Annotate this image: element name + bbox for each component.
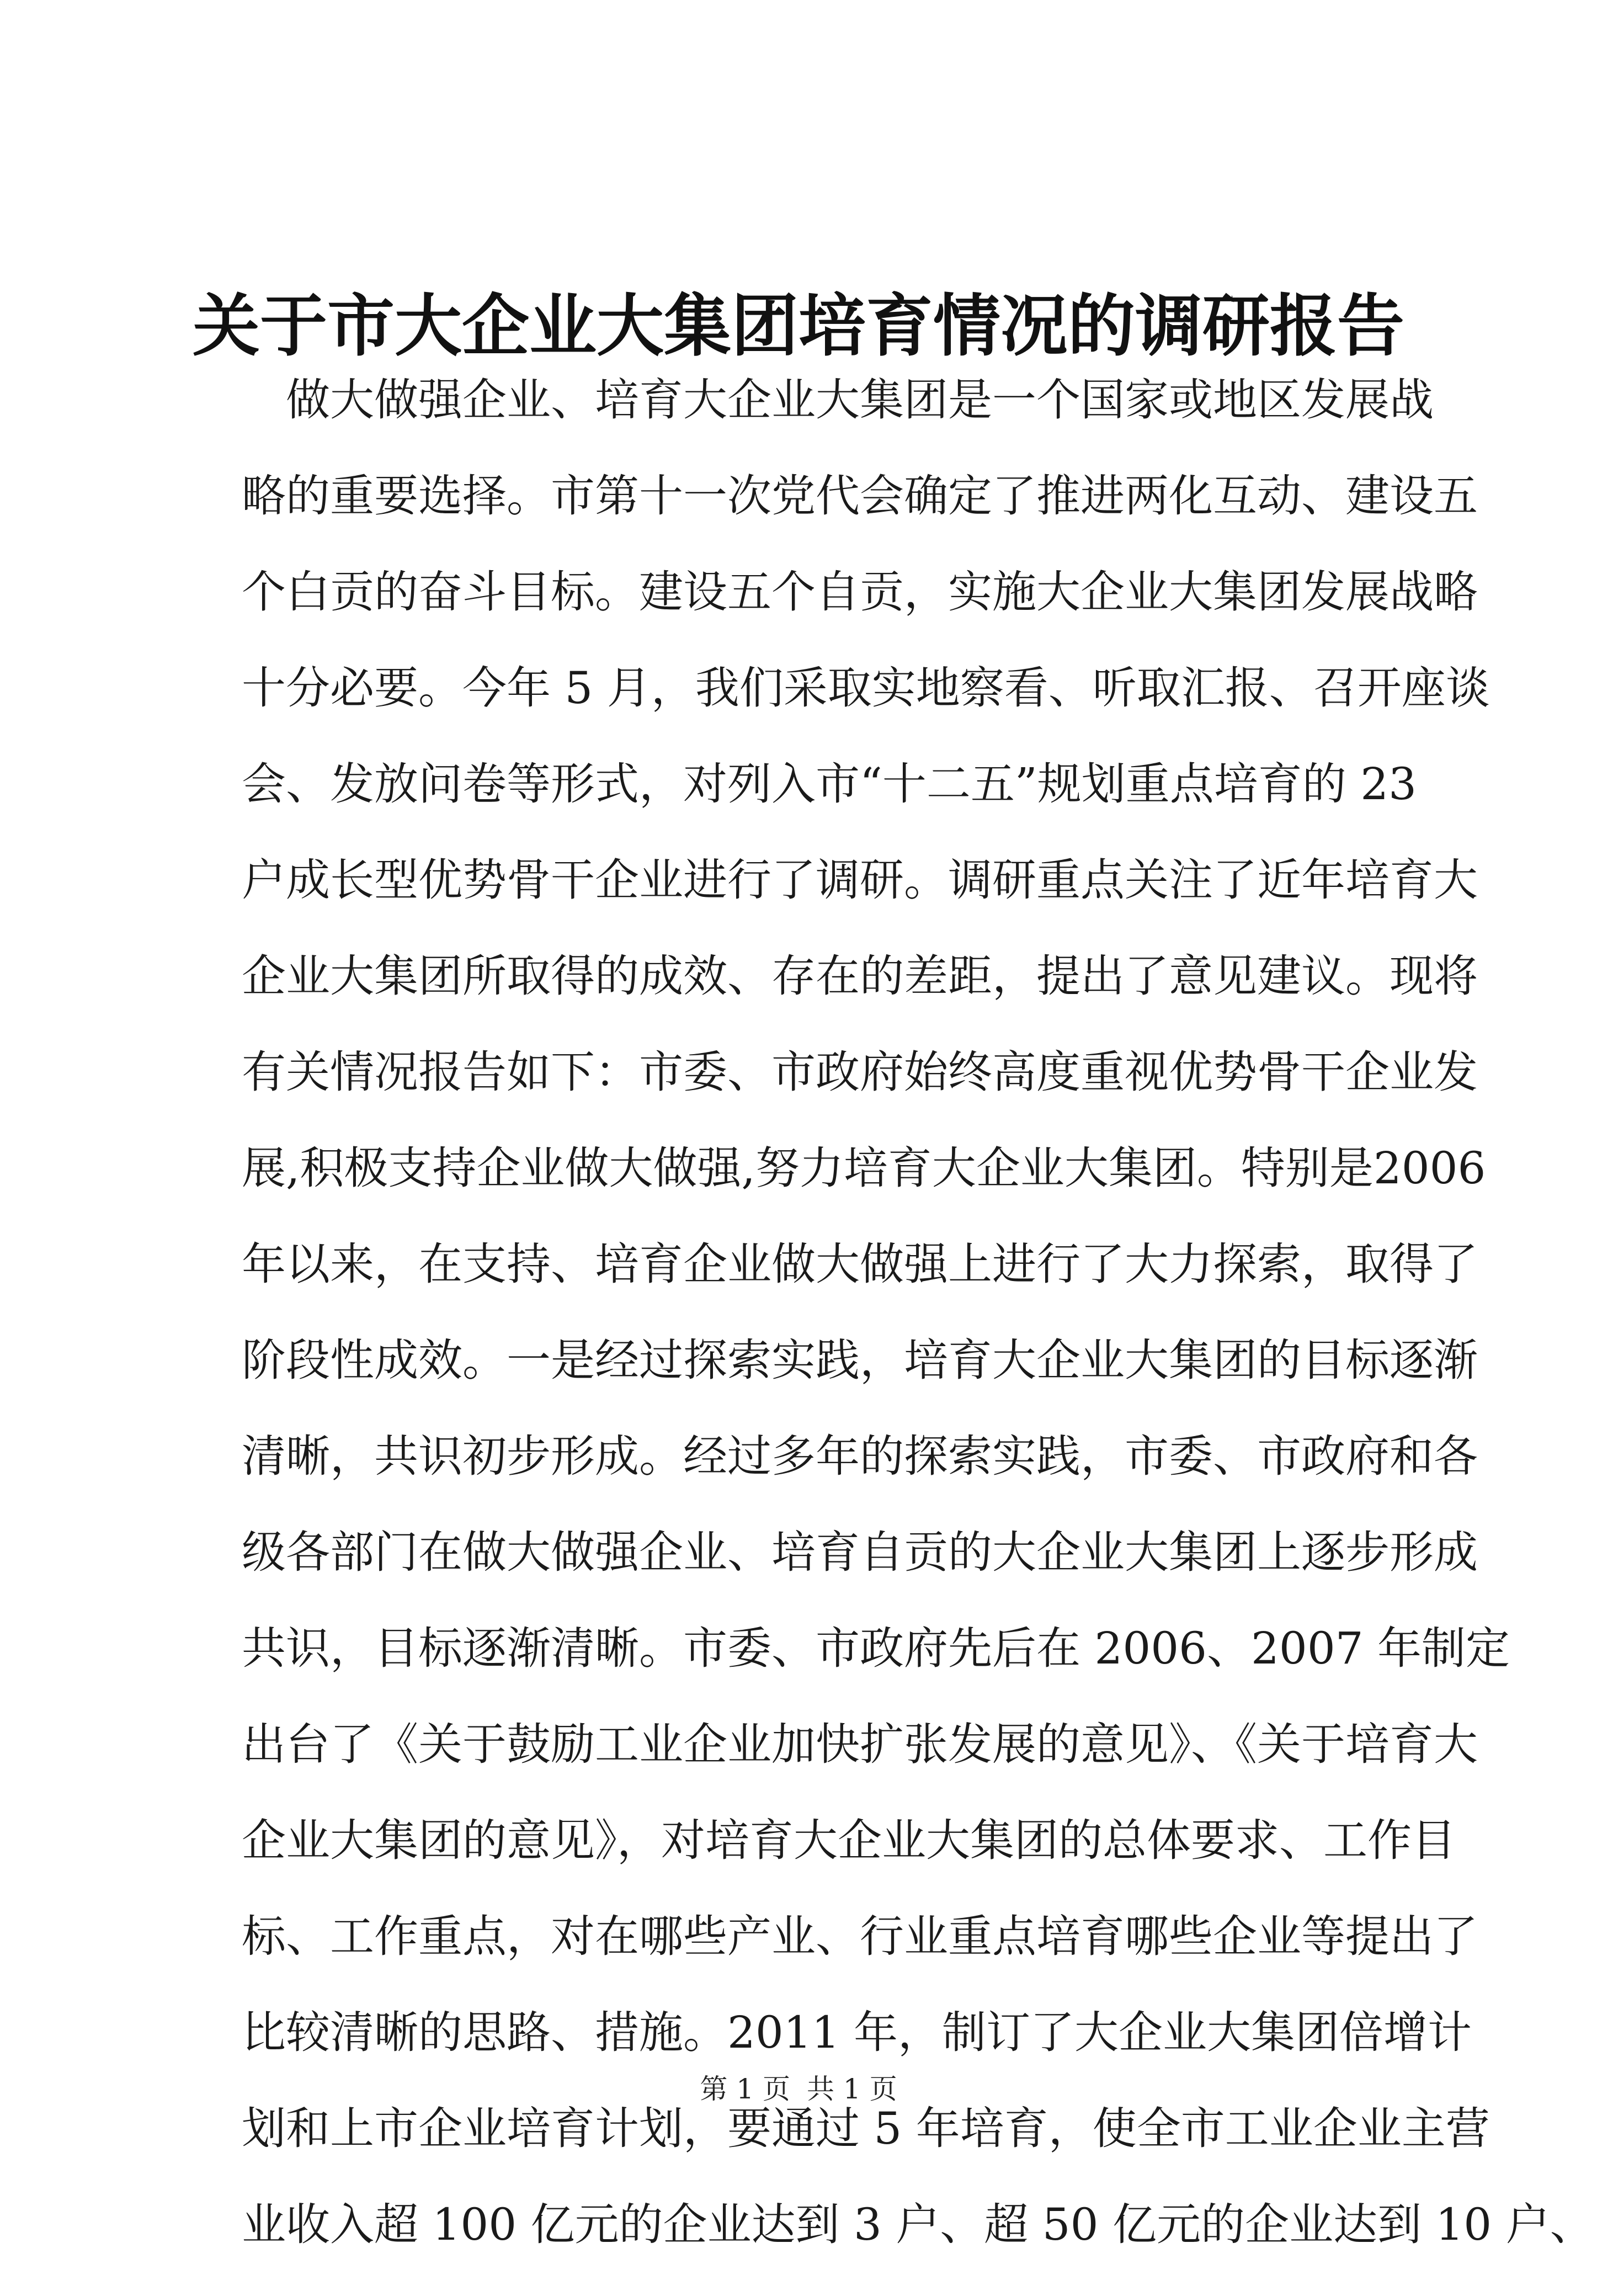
body-line: 展,积极支持企业做大做强,努力培育大企业大集团。特别是2006: [242, 1142, 1486, 1194]
body-line: 清晰，共识初步形成。经过多年的探索实践，市委、市政府和各: [242, 1431, 1478, 1482]
document-title: 关于市大企业大集团培育情况的调研报告: [193, 286, 1404, 365]
document-body: [242, 374, 1594, 2296]
body-line: 略的重要选择。市第十一次党代会确定了推进两化互动、建设五: [242, 470, 1478, 522]
body-line: 共识，目标逐渐清晰。市委、市政府先后在 2006、2007 年制定: [242, 1623, 1510, 1674]
body-line: 做大做强企业、培育大企业大集团是一个国家或地区发展战: [286, 374, 1434, 426]
body-line: 十分必要。今年 5 月，我们采取实地察看、听取汇报、召开座谈: [242, 662, 1490, 714]
body-line: 个白贡的奋斗目标。建设五个自贡，实施大企业大集团发展战略: [242, 566, 1478, 618]
body-line: 企业大集团所取得的成效、存在的差距，提出了意见建议。现将: [242, 950, 1478, 1002]
body-line: 年以来，在支持、培育企业做大做强上进行了大力探索，取得了: [242, 1239, 1478, 1290]
body-line: 有关情况报告如下：市委、市政府始终高度重视优势骨干企业发: [242, 1046, 1478, 1098]
body-line: 业收入超 100 亿元的企业达到 3 户、超 50 亿元的企业达到 10 户、: [242, 2199, 1594, 2250]
body-line: 出台了《关于鼓励工业企业加快扩张发展的意见》、《关于培育大: [242, 1719, 1478, 1770]
body-line: 标、工作重点，对在哪些产业、行业重点培育哪些企业等提出了: [242, 1911, 1478, 1962]
body-line: 企业大集团的意见》，对培育大企业大集团的总体要求、工作目: [242, 1815, 1456, 1866]
body-line: 划和上市企业培育计划，要通过 5 年培育，使全市工业企业主营: [242, 2103, 1490, 2154]
body-line: 会、发放问卷等形式，对列入市“十二五”规划重点培育的 23: [242, 758, 1417, 810]
body-line: 级各部门在做大做强企业、培育自贡的大企业大集团上逐步形成: [242, 1527, 1478, 1578]
page-number: 第 1 页: [700, 2073, 790, 2105]
body-line: 阶段性成效。一是经过探索实践，培育大企业大集团的目标逐渐: [242, 1335, 1478, 1386]
page-footer: [0, 2070, 1597, 2108]
body-line: 户成长型优势骨干企业进行了调研。调研重点关注了近年培育大: [242, 854, 1478, 906]
body-line: 比较清晰的思路、措施。2011 年，制订了大企业大集团倍增计: [242, 2007, 1472, 2058]
page-total: 共 1 页: [807, 2073, 897, 2105]
